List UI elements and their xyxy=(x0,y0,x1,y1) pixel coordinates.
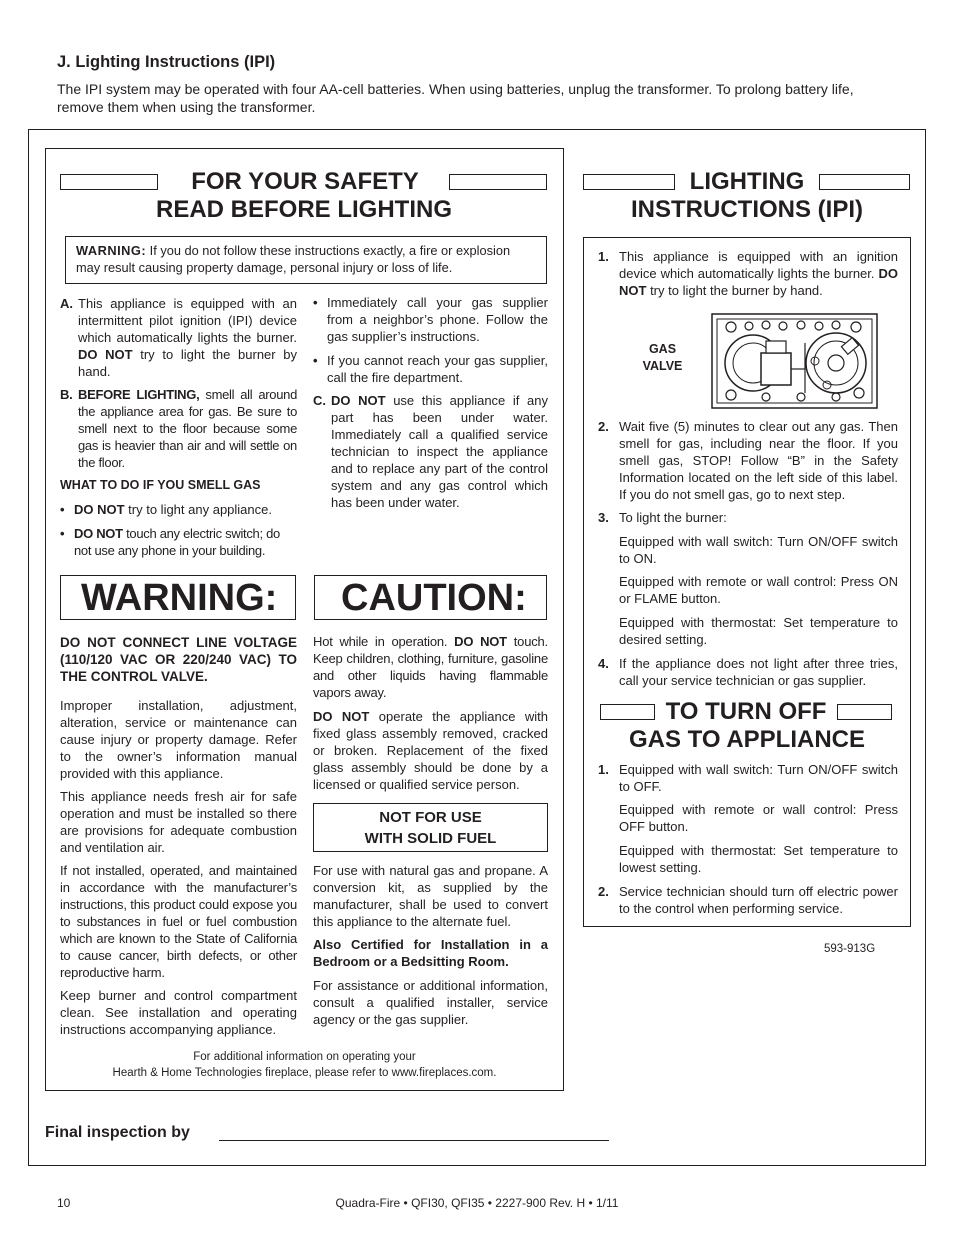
turnoff-title-line1: TO TURN OFF xyxy=(665,698,827,725)
warning-voltage: DO NOT CONNECT LINE VOLTAGE (110/120 VAC OR 220/240 VAC) TO THE CONTROL VALVE. xyxy=(60,635,297,684)
title-bar-left xyxy=(600,704,655,720)
turnoff-step-1b: Equipped with remote or wall control: Press OFF button. xyxy=(619,802,898,834)
turnoff-title-line2: GAS TO APPLIANCE xyxy=(628,726,866,753)
warning-heading: WARNING: xyxy=(60,575,296,620)
title-bar-right xyxy=(837,704,892,720)
signature-line xyxy=(219,1140,609,1141)
label-code: 593-913G xyxy=(824,943,876,955)
safety-item-b: B. BEFORE LIGHTING, smell all around the appliance area for gas. Be sure to smell next to the floor because some gas is heavier than air and will settle on the floor. xyxy=(60,387,297,470)
lighting-step-2: 2. Wait five (5) minutes to clear out any gas. Then smell for gas, including near the floor. If you smell gas, STOP! Follow “B” in the Safety Information located on the left side of this label. If you do not smell gas, go to next step. xyxy=(598,419,898,502)
lighting-step-4: 4. If the appliance does not light after three tries, call your service technician or gas supplier. xyxy=(598,656,898,688)
section-intro: The IPI system may be operated with four AA-cell batteries. When using batteries, unplug the transformer. To prolong battery life, remove them when using the transformer. xyxy=(57,81,854,115)
title-bar-right xyxy=(449,174,547,190)
caution-heading: CAUTION: xyxy=(314,575,547,620)
turnoff-step-2: 2. Service technician should turn off electric power to the control when performing service. xyxy=(598,884,898,916)
safety-title-line1: FOR YOUR SAFETY xyxy=(191,168,419,195)
bedroom-cert: Also Certified for Installation in a Bedroom or a Bedsitting Room. xyxy=(313,937,548,969)
warning-notice xyxy=(65,236,547,284)
warning-para: This appliance needs fresh air for safe operation and must be installed so there are provisions for adequate combustion and ventilation air. xyxy=(60,789,297,855)
warning-label: WARNING: xyxy=(76,243,147,258)
bullet-item: • DO NOT try to light any appliance. xyxy=(60,502,272,517)
title-bar-left xyxy=(60,174,158,190)
document-info: Quadra-Fire • QFI30, QFI35 • 2227-900 Rev. H • 1/11 xyxy=(335,1196,619,1210)
caution-para: For use with natural gas and propane. A conversion kit, as supplied by the manufacturer, shall be used to convert this appliance to the alternate fuel. xyxy=(313,863,548,929)
title-bar-left xyxy=(583,174,675,190)
safety-item-c: C. DO NOT use this appliance if any part has been under water. Immediately call a qualified service technician to inspect the appliance and to replace any part of the control system and any gas control which has been under water. xyxy=(313,393,548,510)
bullet-item: • If you cannot reach your gas supplier, call the fire department. xyxy=(313,353,548,385)
solid-fuel-notice: NOT FOR USE WITH SOLID FUEL xyxy=(313,803,548,852)
title-bar-right xyxy=(819,174,910,190)
info-footer: For additional information on operating your Hearth & Home Technologies fireplace, please refer to www.fireplaces.com. xyxy=(112,1051,497,1079)
gas-valve-illustration xyxy=(711,313,878,409)
bullet-item: • Immediately call your gas supplier from a neighbor’s phone. Follow the gas supplier’s instructions. xyxy=(313,295,548,344)
smell-gas-heading: WHAT TO DO IF YOU SMELL GAS xyxy=(60,478,261,492)
warning-para: Keep burner and control compartment clean. See installation and operating instructions accompanying appliance. xyxy=(60,988,297,1037)
warning-para: Improper installation, adjustment, alteration, service or maintenance can cause injury or property damage. Refer to the owner’s information manual provided with this appliance. xyxy=(60,698,297,781)
page-number: 10 xyxy=(57,1196,71,1210)
lighting-title-line1: LIGHTING xyxy=(689,168,805,195)
lighting-step-3b: Equipped with remote or wall control: Press ON or FLAME button. xyxy=(619,574,898,606)
turnoff-step-1: 1. Equipped with wall switch: Turn ON/OFF switch to OFF. xyxy=(598,762,898,794)
lighting-step-1: 1. This appliance is equipped with an ignition device which automatically lights the burner. DO NOT try to light the burner by hand. xyxy=(598,249,898,298)
final-inspection-label: Final inspection by xyxy=(45,1124,190,1141)
caution-para: Hot while in operation. DO NOT touch. Keep children, clothing, furniture, gasoline and other liquids having flammable vapors away. xyxy=(313,634,548,700)
warning-text: If you do not follow these instructions exactly, a fire or explosion may result causing property damage, personal injury or loss of life. xyxy=(76,243,511,275)
lighting-step-3c: Equipped with thermostat: Set temperature to desired setting. xyxy=(619,615,898,647)
lighting-step-3: 3. To light the burner: xyxy=(598,510,727,525)
turnoff-step-1c: Equipped with thermostat: Set temperature to lowest setting. xyxy=(619,843,898,875)
bullet-item: • DO NOT touch any electric switch; do not use any phone in your building. xyxy=(60,526,280,558)
caution-para: DO NOT operate the appliance with fixed glass assembly removed, cracked or broken. Replacement of the fixed glass assembly should be done by a licensed or qualified service person. xyxy=(313,709,548,792)
section-heading: J. Lighting Instructions (IPI) xyxy=(57,53,276,71)
safety-item-a: A. This appliance is equipped with an intermittent pilot ignition (IPI) device which automatically lights the burner. DO NOT try to light the burner by hand. xyxy=(60,296,297,379)
warning-para: If not installed, operated, and maintained in accordance with the manufacturer’s instructions, this product could expose you to substances in fuel or fuel combustion which are known to the State of California to cause cancer, birth defects, or other reproductive harm. xyxy=(60,863,297,980)
lighting-title-line2: INSTRUCTIONS (IPI) xyxy=(631,196,863,223)
gas-valve-label: GAS VALVE xyxy=(642,342,683,373)
caution-para: For assistance or additional information, consult a qualified installer, service agency or the gas supplier. xyxy=(313,978,548,1027)
lighting-step-3a: Equipped with wall switch: Turn ON/OFF switch to ON. xyxy=(619,534,898,566)
safety-title-line2: READ BEFORE LIGHTING xyxy=(155,196,452,223)
